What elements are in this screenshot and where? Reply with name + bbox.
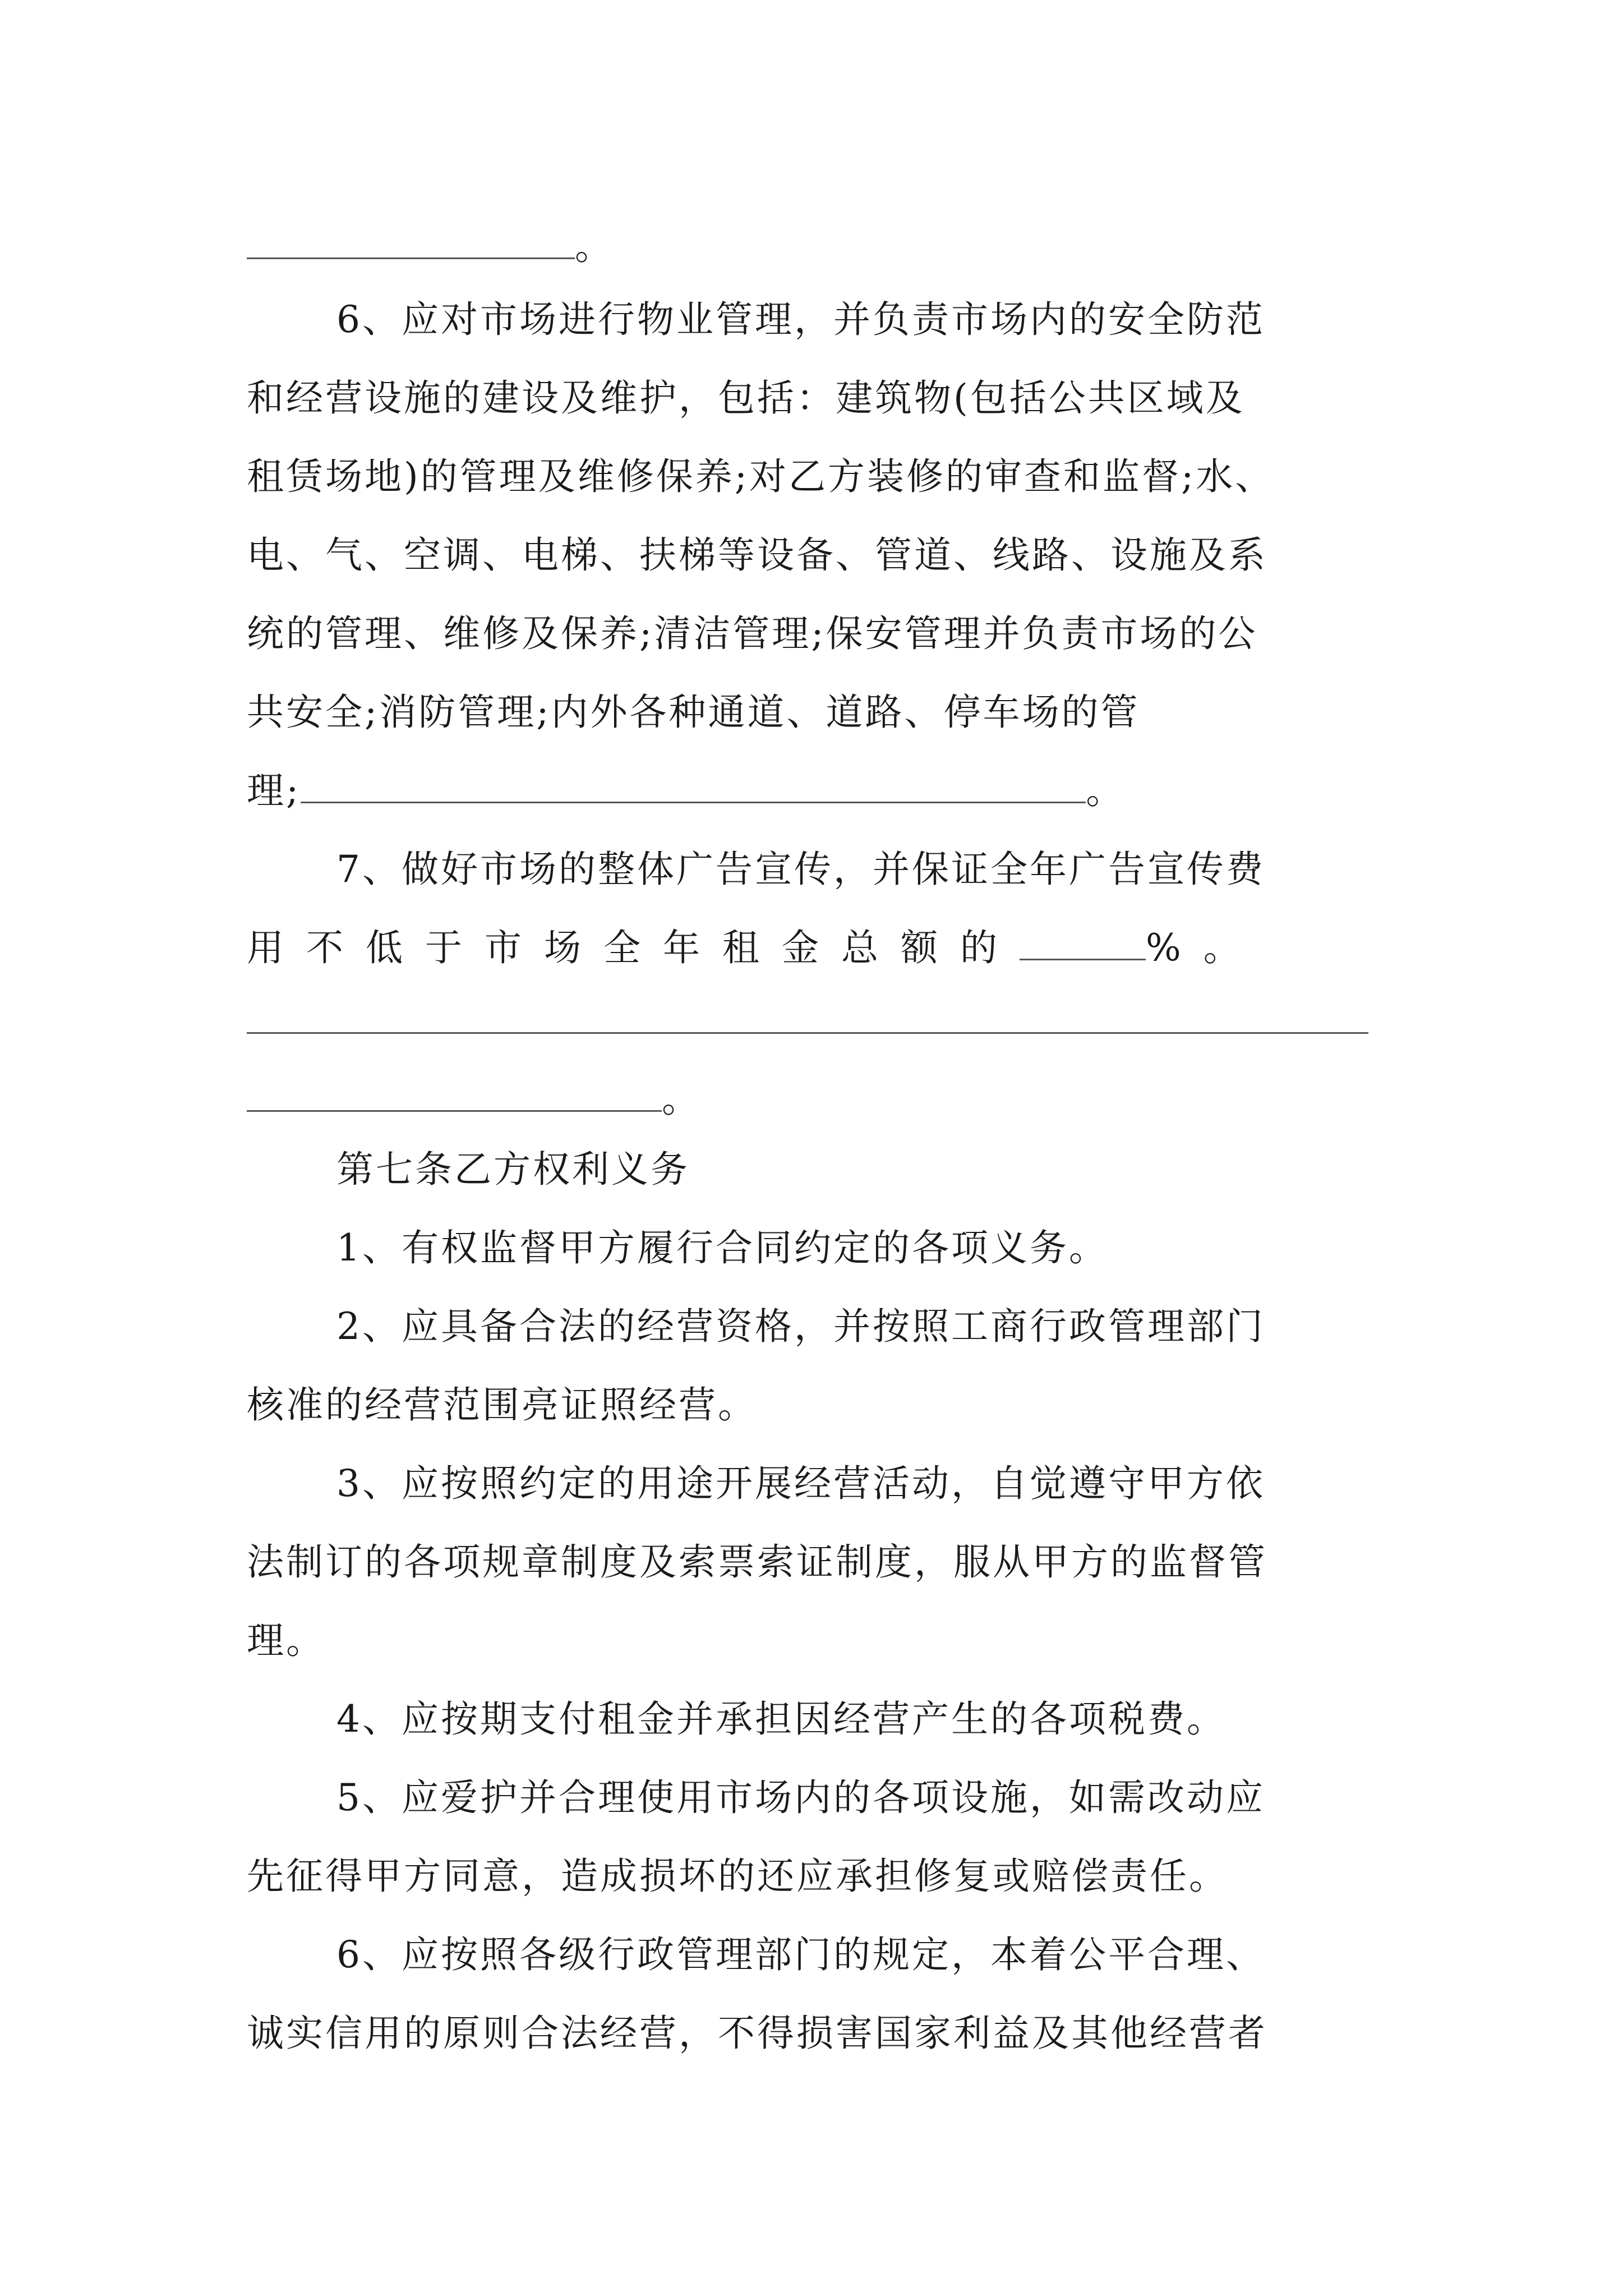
text-line [247, 222, 1380, 272]
text-line: 6、应按照各级行政管理部门的规定，本着公平合理、 [336, 1933, 1265, 1976]
text-line: 核准的经营范围亮证照经营。 [247, 1383, 757, 1427]
text-line: 电、气、空调、电梯、扶梯等设备、管道、线路、设施及系 [247, 533, 1267, 577]
text-line: 和经营设施的建设及维护，包括：建筑物(包括公共区域及 [247, 376, 1245, 420]
text-line: 法制订的各项规章制度及索票索证制度，服从甲方的监督管 [247, 1540, 1267, 1584]
text-line: 理。 [247, 1619, 325, 1662]
fill-in-blank [1020, 927, 1146, 960]
text-line: 租赁场地)的管理及维修保养;对乙方装修的审查和监督;水、 [247, 455, 1275, 498]
text-line: 4、应按期支付租金并承担因经营产生的各项税费。 [336, 1697, 1226, 1741]
text-line: 6、应对市场进行物业管理，并负责市场内的安全防范 [336, 298, 1265, 341]
text-line: 1、有权监督甲方履行合同约定的各项义务。 [336, 1226, 1108, 1269]
line-end-punct: 。 [1086, 769, 1126, 812]
text-line [247, 923, 1380, 973]
fill-in-blank-line [247, 1032, 1368, 1034]
text-line [247, 1074, 1380, 1125]
text-line: 诚实信用的原则合法经营，不得损害国家利益及其他经营者 [247, 2012, 1267, 2055]
line-end-punct: 。 [662, 1078, 701, 1121]
percent-sign: % [1146, 926, 1204, 969]
text-line: 共安全;消防管理;内外各种通道、道路、停车场的管 [247, 691, 1140, 734]
text-line: 先征得甲方同意，造成损坏的还应承担修复或赔偿责任。 [247, 1855, 1228, 1898]
line-start-text: 理; [247, 769, 301, 812]
line-end-punct: 。 [575, 225, 614, 268]
fill-in-blank [247, 1079, 662, 1112]
text-line: 2、应具备合法的经营资格，并按照工商行政管理部门 [336, 1305, 1265, 1348]
text-line [247, 766, 1380, 816]
section-heading: 第七条乙方权利义务 [336, 1148, 690, 1191]
fill-in-blank [301, 770, 1086, 803]
fill-in-blank [247, 226, 575, 259]
text-line: 统的管理、维修及保养;清洁管理;保安管理并负责市场的公 [247, 612, 1258, 655]
text-line: 3、应按照约定的用途开展经营活动，自觉遵守甲方依 [336, 1462, 1265, 1505]
text-line: 5、应爱护并合理使用市场内的各项设施，如需改动应 [336, 1776, 1265, 1819]
line-start-text: 用不低于市场全年租金总额的 [247, 926, 1020, 969]
line-end-punct: 。 [1203, 926, 1243, 969]
text-line: 7、做好市场的整体广告宣传，并保证全年广告宣传费 [336, 848, 1265, 891]
